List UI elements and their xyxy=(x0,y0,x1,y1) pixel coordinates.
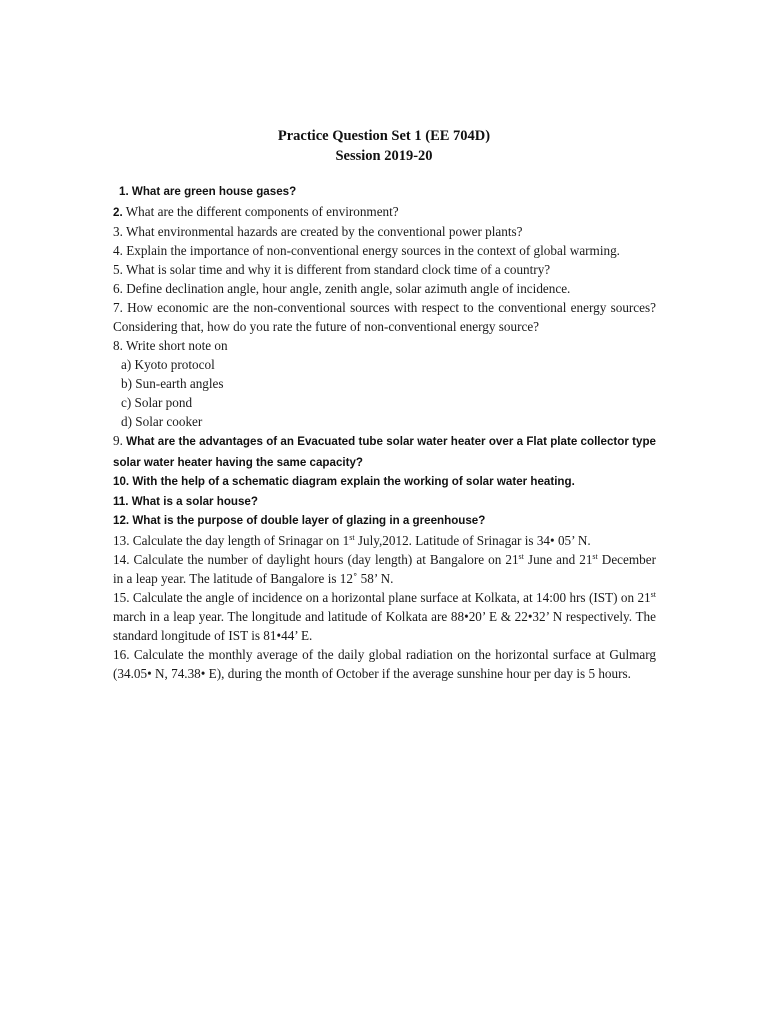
question-13-text-b: July,2012. Latitude of Srinagar is 34• 05’ N. xyxy=(354,532,591,548)
question-10: 10. With the help of a schematic diagram explain the working of solar water heating. xyxy=(113,475,575,488)
question-6: 6. Define declination angle, hour angle, zenith angle, solar azimuth angle of incidence. xyxy=(113,281,571,296)
question-12: 12. What is the purpose of double layer of glazing in a greenhouse? xyxy=(113,514,486,527)
question-list xyxy=(113,182,656,683)
question-3: 3. What environmental hazards are created by the conventional power plants? xyxy=(113,224,523,239)
question-14-ordinal-2: st xyxy=(592,551,598,561)
question-8-item-b: b) Sun-earth angles xyxy=(121,376,224,391)
question-2-number: 2. xyxy=(113,205,123,219)
question-13-ordinal: st xyxy=(349,532,355,542)
question-16: 16. Calculate the monthly average of the daily global radiation on the horizontal surface at Gulmarg (34.05• N, 74.38• E), during the month of October if the average sunshine hour per day is 5 hours. xyxy=(113,646,656,681)
question-5: 5. What is solar time and why it is different from standard clock time of a country? xyxy=(113,262,551,277)
document-title: Practice Question Set 1 (EE 704D) xyxy=(277,128,491,144)
question-11: 11. What is a solar house? xyxy=(113,494,258,508)
question-14-text-b: June and 21 xyxy=(523,551,593,567)
question-14-text-c: December in a leap year. The latitude of Bangalore is 12˚ 58’ N. xyxy=(113,551,656,586)
question-7: 7. How economic are the non-conventional sources with respect to the conventional energy sources? Considering that, how do you rate the future of non-conventional energy source? xyxy=(113,300,656,334)
question-1: 1. What are green house gases? xyxy=(119,185,297,198)
question-9-text: What are the advantages of an Evacuated tube solar water heater over a Flat plate collector type solar water heater having the same capacity? xyxy=(113,435,656,469)
question-9-number: 9. xyxy=(113,433,123,448)
question-13 xyxy=(113,531,656,550)
question-14 xyxy=(113,550,656,588)
question-2 xyxy=(113,202,656,223)
question-8-item-d: d) Solar cooker xyxy=(121,414,203,429)
question-14-ordinal-1: st xyxy=(518,551,524,561)
question-15-text-b: march in a leap year. The longitude and latitude of Kolkata are 88•20’ E & 22•32’ N respectively. The standard longitude of IST is 81•44’ E. xyxy=(113,608,656,643)
question-8: 8. Write short note on xyxy=(113,338,228,353)
question-8-item-a: a) Kyoto protocol xyxy=(121,357,215,372)
question-15-ordinal: st xyxy=(650,589,656,599)
question-15 xyxy=(113,588,656,645)
question-15-text-a: 15. Calculate the angle of incidence on a horizontal plane surface at Kolkata, at 14:00 hrs (IST) on 21 xyxy=(113,589,651,605)
question-13-text-a: 13. Calculate the day length of Srinagar on 1 xyxy=(113,532,350,548)
question-4: 4. Explain the importance of non-conventional energy sources in the context of global warming. xyxy=(113,243,620,258)
question-9 xyxy=(113,431,656,472)
question-2-text: What are the different components of environment? xyxy=(122,203,399,219)
document-session: Session 2019-20 xyxy=(335,148,433,164)
question-8-item-c: c) Solar pond xyxy=(121,395,193,410)
question-14-text-a: 14. Calculate the number of daylight hours (day length) at Bangalore on 21 xyxy=(113,551,519,567)
